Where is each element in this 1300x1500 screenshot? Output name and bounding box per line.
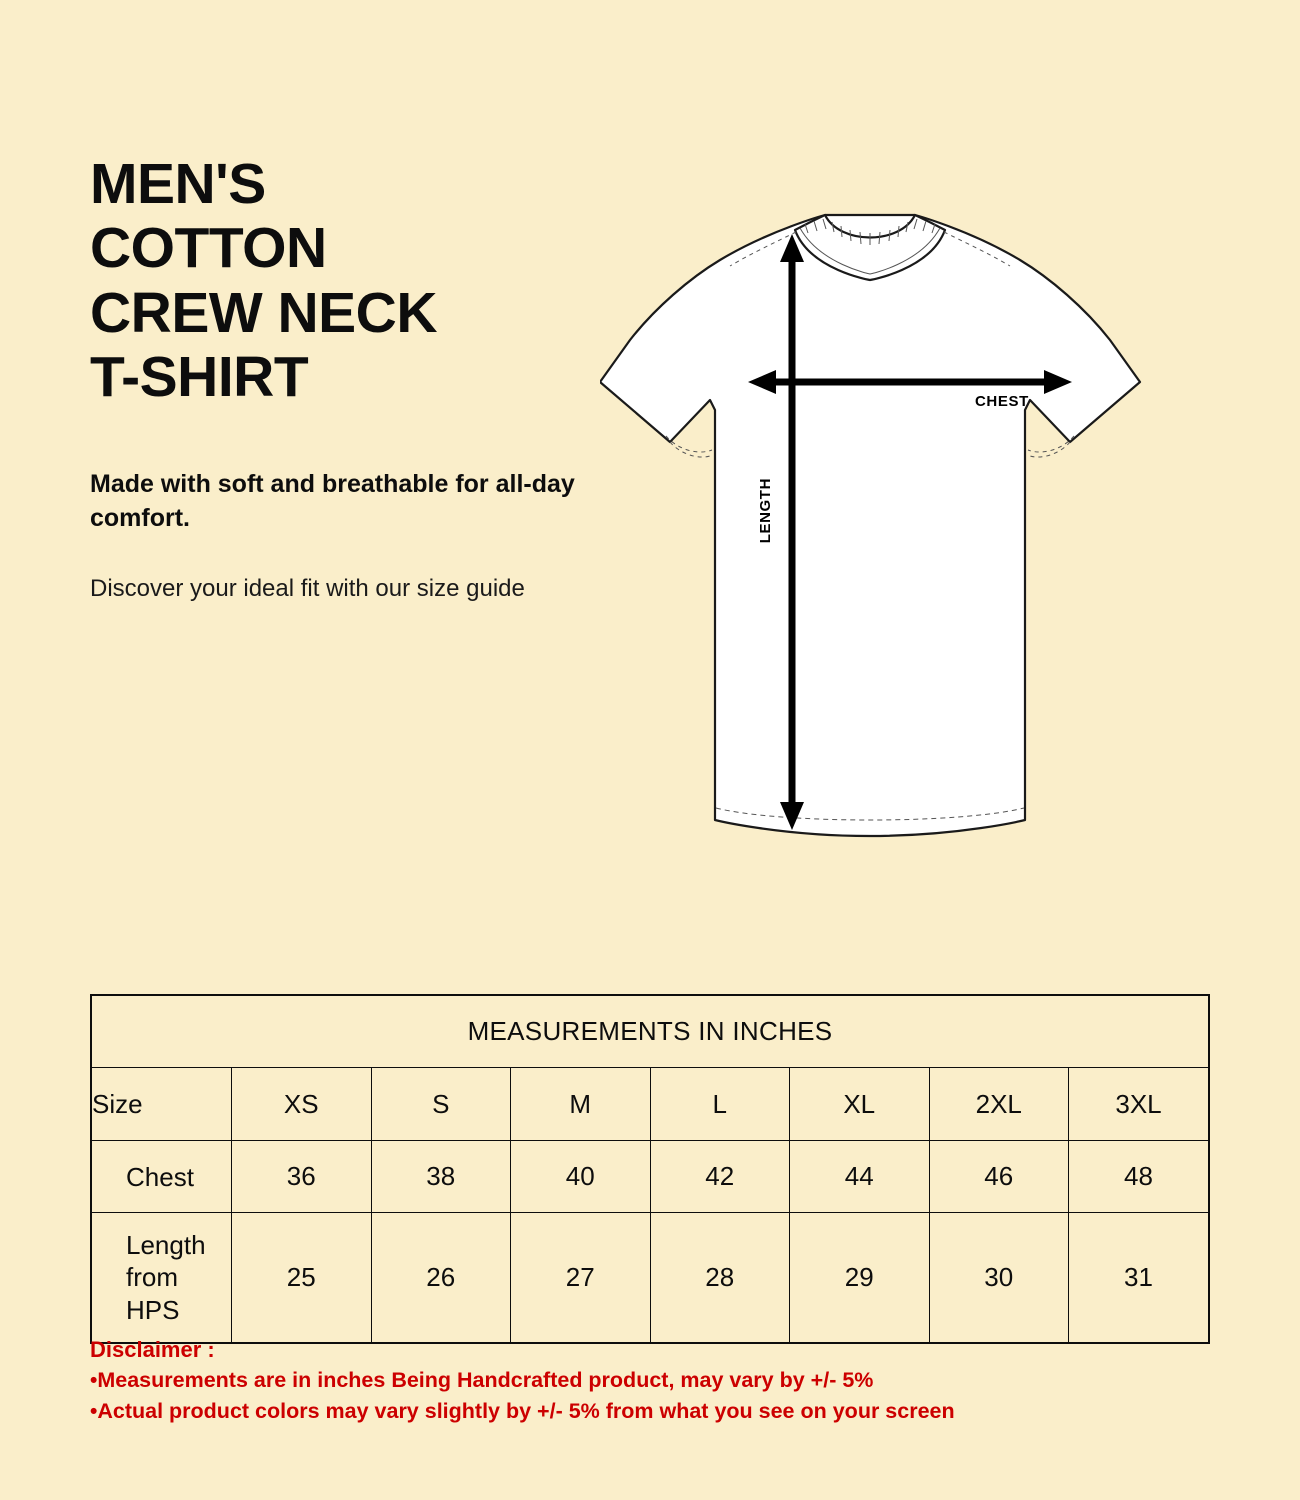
header-cell-size: Size	[92, 1068, 232, 1141]
chest-l: 42	[650, 1141, 790, 1213]
bullet-icon: •	[90, 1368, 98, 1392]
disclaimer-title: Disclaimer :	[90, 1337, 215, 1362]
chest-measure-label: CHEST	[975, 393, 1029, 410]
length-xl: 29	[790, 1213, 930, 1342]
disclaimer-line-2-text: Actual product colors may vary slightly by +/- 5% from what you see on your screen	[97, 1399, 955, 1424]
subtitle-light: Discover your ideal fit with our size guide	[90, 575, 525, 602]
header-cell-3xl: 3XL	[1069, 1068, 1209, 1141]
chest-xl: 44	[790, 1141, 930, 1213]
disclaimer-line-2	[90, 1396, 1230, 1427]
disclaimer-line-1	[90, 1365, 1230, 1396]
bullet-icon: •	[90, 1400, 98, 1424]
title-line-1: MEN'S	[90, 152, 266, 216]
title-line-2: COTTON	[90, 216, 327, 281]
header-cell-2xl: 2XL	[929, 1068, 1069, 1141]
title-line-3: CREW NECK	[90, 280, 437, 345]
chest-2xl: 46	[929, 1141, 1069, 1213]
length-xs: 25	[232, 1213, 372, 1342]
header-cell-s: S	[371, 1068, 511, 1141]
header-cell-l: L	[650, 1068, 790, 1141]
length-m: 27	[511, 1213, 651, 1342]
table-header-row	[92, 1068, 1208, 1141]
length-l: 28	[650, 1213, 790, 1342]
length-2xl: 30	[929, 1213, 1069, 1342]
table-row	[92, 1141, 1208, 1213]
chest-3xl: 48	[1069, 1141, 1209, 1213]
table-title: MEASUREMENTS IN INCHES	[92, 996, 1208, 1068]
chest-xs: 36	[232, 1141, 372, 1213]
length-3xl: 31	[1069, 1213, 1209, 1342]
length-s: 26	[371, 1213, 511, 1342]
table-row	[92, 1213, 1208, 1342]
table-title-row	[92, 996, 1208, 1068]
row-label-length: Length from HPS	[92, 1213, 232, 1342]
chest-s: 38	[371, 1141, 511, 1213]
header-cell-xs: XS	[232, 1068, 372, 1141]
tshirt-illustration	[600, 160, 1240, 860]
disclaimer-line-1-text: Measurements are in inches Being Handcrafted product, may vary by +/- 5%	[97, 1367, 874, 1392]
title-line-4: T-SHIRT	[90, 345, 309, 410]
length-measure-label: LENGTH	[757, 478, 774, 544]
header-cell-m: M	[511, 1068, 651, 1141]
subtitle-bold: Made with soft and breathable for all-day comfort.	[90, 470, 575, 532]
row-label-chest: Chest	[92, 1141, 232, 1213]
header-cell-xl: XL	[790, 1068, 930, 1141]
size-chart-table	[90, 994, 1210, 1344]
chest-m: 40	[511, 1141, 651, 1213]
disclaimer	[90, 1335, 1230, 1428]
page-title	[90, 152, 610, 410]
